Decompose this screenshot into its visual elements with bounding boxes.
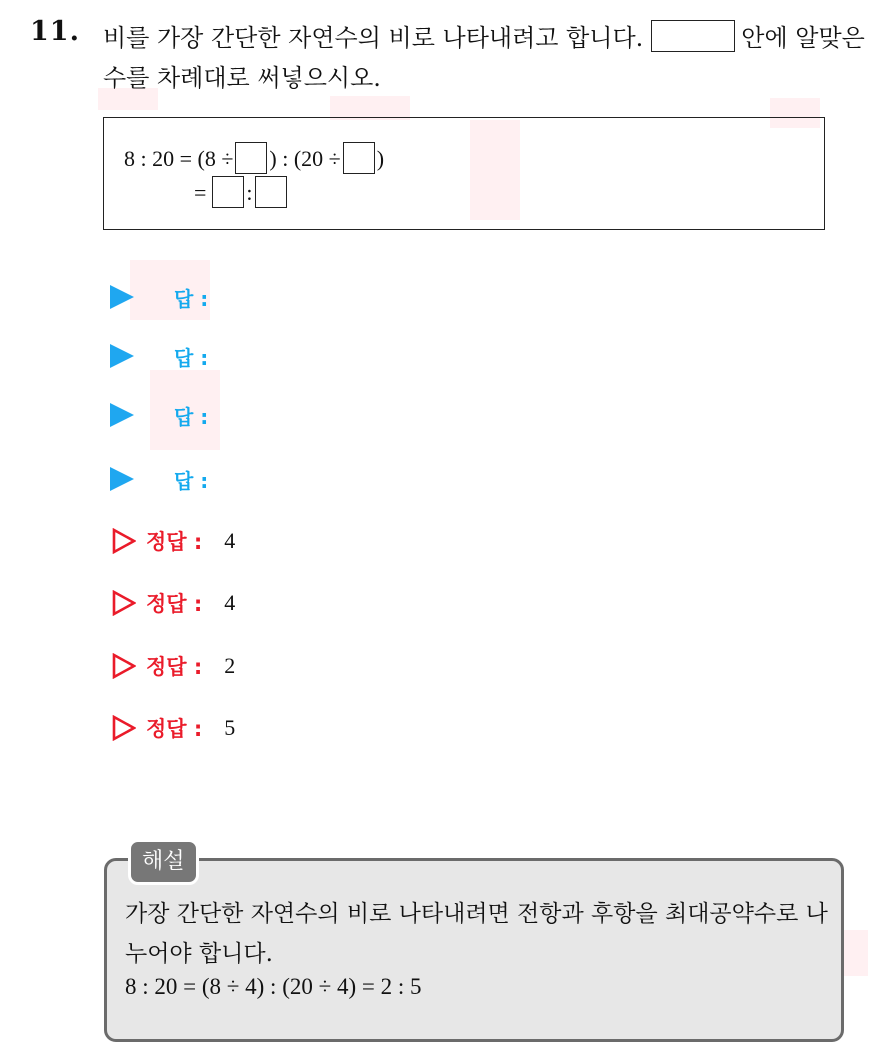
correct-answer-label: 정답 : bbox=[146, 530, 203, 554]
correct-answer-label: 정답 : bbox=[146, 717, 203, 741]
correct-answer-row bbox=[112, 587, 235, 619]
answer-label: 답 : bbox=[174, 286, 209, 311]
blank-box-icon bbox=[651, 20, 735, 52]
explanation-text: 가장 간단한 자연수의 비로 나타내려면 전항과 후항을 최대공약수로 나누어야 합니다. bbox=[125, 901, 828, 967]
play-arrow-icon bbox=[110, 285, 134, 309]
explanation-math: 8 : 20 = (8 ÷ 4) : (20 ÷ 4) = 2 : 5 bbox=[125, 974, 422, 999]
equation-line-1 bbox=[124, 142, 384, 174]
correct-answer-row bbox=[112, 650, 235, 682]
explanation-tag: 해설 bbox=[128, 839, 199, 885]
answer-row bbox=[110, 282, 208, 312]
equation-equals: = bbox=[194, 180, 207, 205]
answer-row bbox=[110, 464, 208, 494]
correct-answer-row bbox=[112, 525, 235, 557]
outline-arrow-icon bbox=[112, 653, 136, 679]
outline-arrow-icon bbox=[112, 528, 136, 554]
answer-label: 답 : bbox=[174, 345, 209, 370]
equation-line-2 bbox=[194, 176, 289, 208]
answer-label: 답 : bbox=[174, 404, 209, 429]
correct-answer-value: 5 bbox=[224, 715, 236, 740]
play-arrow-icon bbox=[110, 344, 134, 368]
equation-lhs: 8 : 20 = (8 ÷ bbox=[124, 146, 234, 171]
answer-row bbox=[110, 341, 208, 371]
equation-end: ) bbox=[376, 146, 385, 171]
play-arrow-icon bbox=[110, 403, 134, 427]
result-blank-2 bbox=[255, 176, 287, 208]
correct-answer-value: 4 bbox=[224, 528, 236, 553]
question-text-part1: 비를 가장 간단한 자연수의 비로 나타내려고 합니다. bbox=[103, 24, 644, 52]
question-text-part2: 안에 알맞은 수를 차례대로 써넣으시오. bbox=[103, 24, 865, 92]
correct-answer-value: 4 bbox=[224, 590, 236, 615]
correct-answer-label: 정답 : bbox=[146, 592, 203, 616]
divisor-blank-1 bbox=[235, 142, 267, 174]
equation-colon: : bbox=[246, 180, 253, 205]
correct-answer-value: 2 bbox=[224, 653, 236, 678]
divisor-blank-2 bbox=[343, 142, 375, 174]
equation-mid: ) : (20 ÷ bbox=[269, 146, 341, 171]
correct-answer-row bbox=[112, 712, 235, 744]
equation-frame bbox=[103, 117, 825, 230]
outline-arrow-icon bbox=[112, 590, 136, 616]
answer-label: 답 : bbox=[174, 468, 209, 493]
answer-row bbox=[110, 400, 208, 430]
result-blank-1 bbox=[212, 176, 244, 208]
correct-answer-label: 정답 : bbox=[146, 655, 203, 679]
background-smudge bbox=[842, 930, 868, 976]
outline-arrow-icon bbox=[112, 715, 136, 741]
question-number: 11. bbox=[30, 16, 80, 47]
question-text bbox=[103, 18, 873, 98]
play-arrow-icon bbox=[110, 467, 134, 491]
